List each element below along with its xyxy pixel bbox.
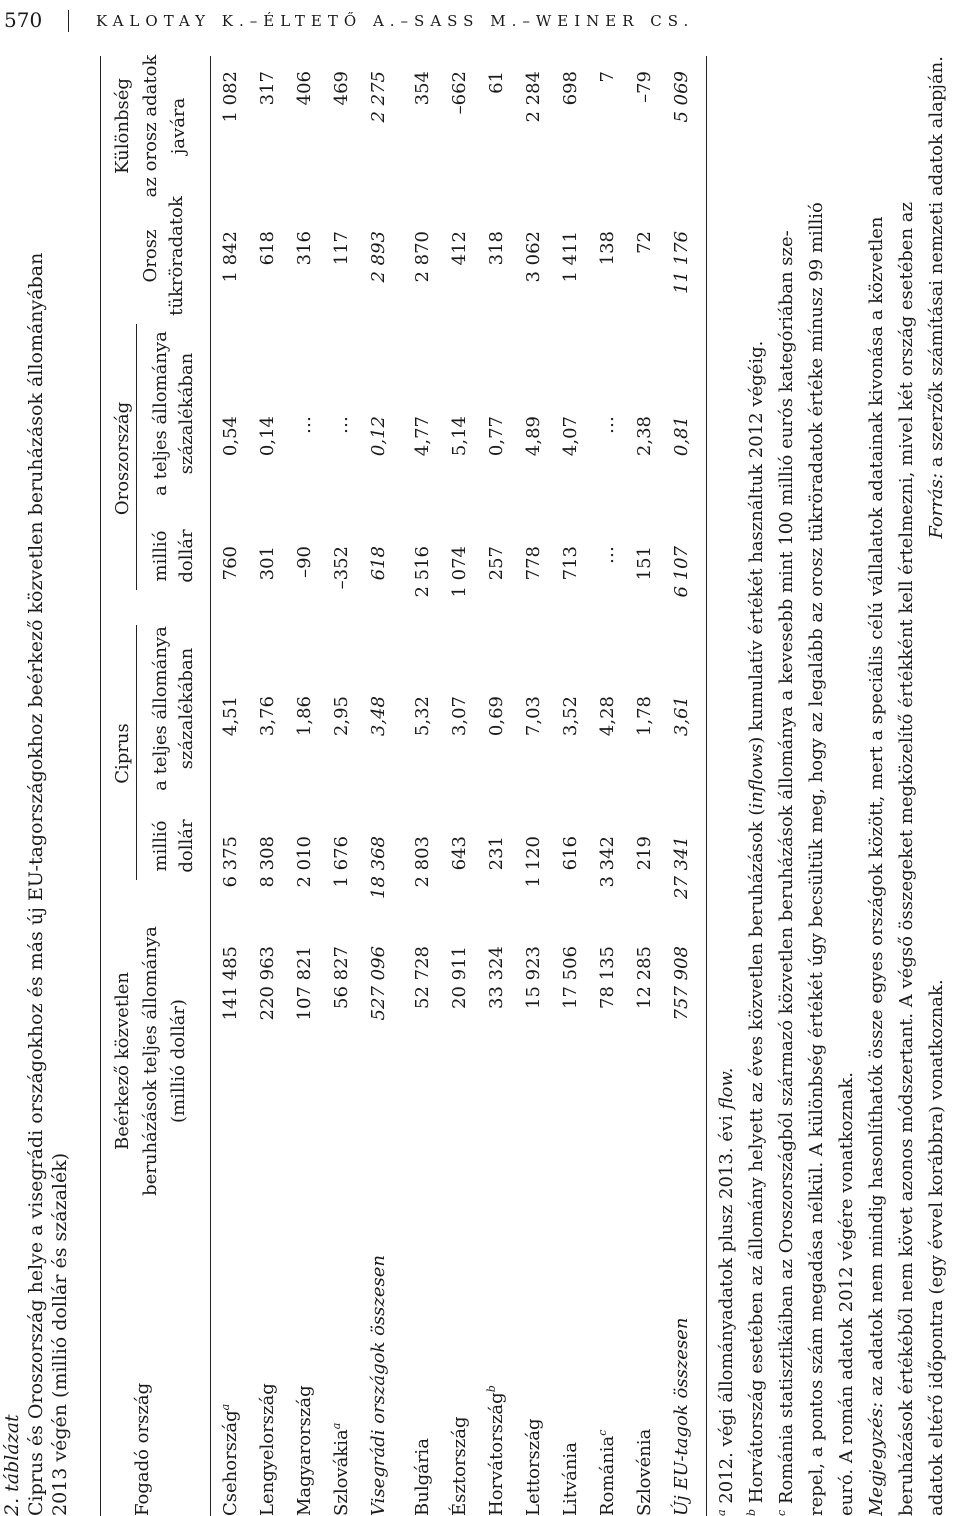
table-header-rule — [210, 56, 211, 1516]
note-line3-and-source: adatok eltérő időpontra (egy évvel korábbra) vonatkoznak. Forrás: a szerzők számításai nemzeti adatok alapján. — [922, 56, 952, 1516]
row-russia-musd: … — [597, 546, 618, 564]
row-cyprus-pct: 3,07 — [449, 696, 470, 737]
row-russia-pct: 0,14 — [257, 416, 278, 457]
row-country: Új EU-tagok összesen — [671, 1317, 692, 1516]
row-fdi: 15 923 — [523, 946, 544, 1009]
row-cyprus-musd: 1 120 — [523, 836, 544, 888]
row-cyprus-pct: 3,61 — [671, 696, 692, 737]
header-fdi-line1: Beérkező közvetlen — [112, 971, 133, 1151]
row-fdi: 141 485 — [220, 946, 241, 1021]
row-russia-musd: 2 516 — [412, 546, 433, 598]
header-russia-pct-line2: százalékában — [176, 352, 197, 475]
table-number: 2. táblázat — [1, 1414, 23, 1516]
row-difference: 7 — [597, 71, 618, 83]
row-fdi: 107 821 — [294, 946, 315, 1021]
row-country: Csehország$^a$ — [219, 1403, 241, 1516]
row-russia-musd: –352 — [331, 546, 352, 590]
row-difference: 2 284 — [523, 71, 544, 123]
row-cyprus-pct: 7,03 — [523, 696, 544, 737]
header-fdi-line2: beruházások teljes állománya — [140, 926, 161, 1196]
row-difference: 5 069 — [671, 71, 692, 123]
row-russia-pct: … — [597, 416, 618, 434]
row-russia-pct: 0,81 — [671, 416, 692, 457]
row-russia-musd: 760 — [220, 546, 241, 581]
footnote-c-line3: euró. A román adatok 2012 végére vonatkoznak. — [836, 1071, 857, 1516]
row-country: Szlovákia$^a$ — [330, 1422, 352, 1516]
row-mirror: 318 — [486, 231, 507, 266]
row-cyprus-musd: 2 010 — [294, 836, 315, 888]
row-cyprus-musd: 6 375 — [220, 836, 241, 888]
row-mirror: 2 870 — [412, 231, 433, 283]
row-difference: 317 — [257, 71, 278, 106]
row-cyprus-musd: 8 308 — [257, 836, 278, 888]
row-russia-pct: 4,77 — [412, 416, 433, 457]
row-difference: 698 — [560, 71, 581, 106]
row-difference: 61 — [486, 71, 507, 94]
row-cyprus-musd: 616 — [560, 836, 581, 871]
row-cyprus-musd: 231 — [486, 836, 507, 871]
footnote-b: $^b$ Horvátország esetében az állomány helyett az éves közvetlen beruházások (inflows) kumulatív értékét használtuk 2012 végéig. — [745, 340, 767, 1516]
table-bottom-rule — [706, 56, 707, 1516]
footnote-a: $^a$ 2012. végi állományadatok plusz 2013. évi flow. — [715, 1067, 737, 1516]
row-fdi: 78 135 — [597, 946, 618, 1009]
row-country: Lengyelország — [257, 1383, 278, 1516]
row-russia-musd: 301 — [257, 546, 278, 581]
row-country: Horvátország$^b$ — [485, 1385, 507, 1516]
table-subtitle: 2013 végén (millió dollár és százalék) — [49, 1152, 71, 1516]
row-fdi: 17 506 — [560, 946, 581, 1009]
row-mirror: 618 — [257, 231, 278, 266]
row-cyprus-pct: 5,32 — [412, 696, 433, 737]
row-country: Észtország — [449, 1416, 470, 1516]
row-russia-pct: 4,89 — [523, 416, 544, 457]
row-difference: –662 — [449, 71, 470, 115]
row-russia-pct: … — [331, 416, 352, 434]
row-russia-pct: 0,54 — [220, 416, 241, 457]
row-cyprus-musd: 1 676 — [331, 836, 352, 888]
header-mirror-line2: tükröradatok — [166, 196, 187, 316]
row-cyprus-pct: 2,95 — [331, 696, 352, 737]
row-mirror: 412 — [449, 231, 470, 266]
row-mirror: 1 411 — [560, 231, 581, 283]
row-mirror: 2 893 — [368, 231, 389, 283]
page-number: 570 — [4, 8, 43, 32]
row-cyprus-musd: 3 342 — [597, 836, 618, 888]
header-cyprus-pct-line2: százalékában — [176, 647, 197, 770]
russia-span-rule — [136, 324, 137, 590]
header-country: Fogadó ország — [132, 1382, 153, 1516]
footnote-c-line1: $^c$ Románia statisztikáiban az Oroszországból származó közvetlen beruházások állománya a kevesebb mint 100 millió eurós kategóriában sze- — [775, 230, 797, 1516]
note-line1: Megjegyzés: az adatok nem mindig hasonlíthatók össze egyes országok között, mert a speciális célú vállalatok adatainak kivonása a közvetlen — [866, 216, 887, 1516]
row-cyprus-musd: 219 — [634, 836, 655, 871]
row-cyprus-musd: 643 — [449, 836, 470, 871]
row-cyprus-pct: 3,48 — [368, 696, 389, 737]
row-russia-musd: 257 — [486, 546, 507, 581]
row-country: Románia$^c$ — [596, 1429, 618, 1516]
table-title: Ciprus és Oroszország helye a visegrádi országokhoz és más új EU-tagországokhoz beérkező közvetlen beruházások állományában — [25, 252, 47, 1516]
row-cyprus-musd: 2 803 — [412, 836, 433, 888]
source-note: Forrás: a szerzők számításai nemzeti adatok alapján. — [926, 56, 947, 539]
header-russia-musd-line1: millió — [150, 530, 171, 582]
row-mirror: 11 176 — [671, 231, 692, 294]
row-mirror: 72 — [634, 231, 655, 254]
row-fdi: 33 324 — [486, 946, 507, 1009]
row-fdi: 12 285 — [634, 946, 655, 1009]
row-cyprus-musd: 18 368 — [368, 836, 389, 899]
row-russia-pct: 0,12 — [368, 416, 389, 457]
row-cyprus-pct: 1,86 — [294, 696, 315, 737]
header-cyprus-musd-line2: dollár — [176, 819, 197, 873]
row-difference: 469 — [331, 71, 352, 106]
row-russia-pct: 5,14 — [449, 416, 470, 457]
note-line2: beruházások értékéből nem követ azonos módszertant. A végső összegeket megközelítő értékként kell értelmezni, mivel két ország esetében az — [896, 202, 917, 1516]
row-cyprus-pct: 4,51 — [220, 696, 241, 737]
row-cyprus-musd: 27 341 — [671, 836, 692, 899]
row-russia-pct: 2,38 — [634, 416, 655, 457]
row-difference: –79 — [634, 71, 655, 103]
row-russia-musd: 1 074 — [449, 546, 470, 598]
row-difference: 2 275 — [368, 71, 389, 123]
row-cyprus-pct: 3,52 — [560, 696, 581, 737]
header-cyprus-musd-line1: millió — [150, 820, 171, 872]
row-fdi: 220 963 — [257, 946, 278, 1021]
header-russia: Oroszország — [112, 401, 133, 516]
row-cyprus-pct: 4,28 — [597, 696, 618, 737]
row-russia-pct: … — [294, 416, 315, 434]
row-russia-musd: 6 107 — [671, 546, 692, 598]
row-russia-musd: 151 — [634, 546, 655, 581]
row-fdi: 56 827 — [331, 946, 352, 1009]
header-mirror-line1: Orosz — [140, 229, 161, 283]
header-diff-line3: javára — [168, 97, 189, 155]
running-header-authors: KALOTAY K.–ÉLTETŐ A.–SASS M.–WEINER CS. — [96, 12, 695, 30]
row-mirror: 1 842 — [220, 231, 241, 283]
row-difference: 406 — [294, 71, 315, 106]
header-diff-line1: Különbség — [112, 78, 133, 174]
row-fdi: 52 728 — [412, 946, 433, 1009]
row-russia-musd: 713 — [560, 546, 581, 581]
row-mirror: 138 — [597, 231, 618, 266]
row-country: Lettország — [523, 1418, 544, 1516]
rotated-page-body — [0, 26, 960, 1516]
row-fdi: 757 908 — [671, 946, 692, 1021]
header-russia-pct-line1: a teljes állománya — [150, 331, 171, 496]
table-top-rule — [100, 56, 101, 1516]
row-country: Bulgária — [412, 1438, 433, 1516]
row-mirror: 316 — [294, 231, 315, 266]
row-russia-pct: 0,77 — [486, 416, 507, 457]
row-russia-musd: –90 — [294, 546, 315, 578]
header-cyprus: Ciprus — [112, 723, 133, 784]
row-difference: 354 — [412, 71, 433, 106]
header-cyprus-pct-line1: a teljes állománya — [150, 626, 171, 791]
row-mirror: 3 062 — [523, 231, 544, 283]
row-fdi: 527 096 — [368, 946, 389, 1021]
row-cyprus-pct: 1,78 — [634, 696, 655, 737]
row-country: Litvánia — [560, 1442, 581, 1516]
row-mirror: 117 — [331, 231, 352, 266]
row-country: Szlovénia — [634, 1428, 655, 1516]
row-russia-musd: 618 — [368, 546, 389, 581]
row-fdi: 20 911 — [449, 946, 470, 1009]
footnote-c-line2: repel, a pontos szám megadása nélkül. A különbség értékét úgy becsültük meg, hogy az legalább az orosz tükröradatok értéke mínusz 99 millió — [806, 202, 827, 1516]
cyprus-span-rule — [136, 625, 137, 880]
header-diff-line2: az orosz adatok — [140, 54, 161, 198]
row-russia-pct: 4,07 — [560, 416, 581, 457]
row-cyprus-pct: 0,69 — [486, 696, 507, 737]
row-country: Visegrádi országok összesen — [368, 1255, 389, 1516]
row-difference: 1 082 — [220, 71, 241, 123]
header-fdi-line3: (millió dollár) — [168, 999, 189, 1123]
header-russia-musd-line2: dollár — [176, 529, 197, 583]
row-country: Magyarország — [294, 1385, 315, 1516]
row-russia-musd: 778 — [523, 546, 544, 581]
row-cyprus-pct: 3,76 — [257, 696, 278, 737]
